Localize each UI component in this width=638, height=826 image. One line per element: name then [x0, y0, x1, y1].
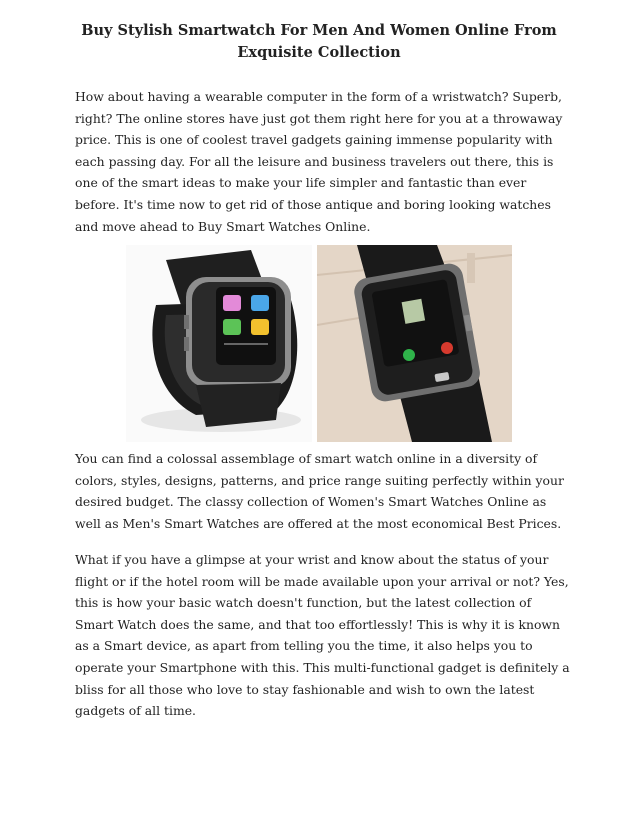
paragraph-collection: You can find a colossal assemblage of smart watch online in a diversity of colors, styles, designs, patterns, and price range suiting perfectly within your desired budget. The classy collection of Women's Smart Watches Online as well as Men's Smart Watches are offered at the most economical Best Prices. [75, 451, 564, 531]
smartwatch-photo-right [317, 245, 512, 442]
product-images [126, 245, 512, 442]
paragraph-features: What if you have a glimpse at your wrist and know about the status of your flight or if the hotel room will be made available upon your arrival or not? Yes, this is how your basic watch doesn't function, but the latest collection of Smart Watch does the same, and that too effortlessly! This is why it is known as a Smart device, as apart from telling you the time, it also helps you to operate your Smartphone with this. This multi-functional gadget is definitely a bliss for all those who love to stay fashionable and wish to own the latest gadgets of all time. [75, 552, 570, 719]
paragraph-intro: How about having a wearable computer in the form of a wristwatch? Superb, right? The online stores have just got them right here for you at a throwaway price. This is one of coolest travel gadgets gaining immense popularity with each passing day. For all the leisure and business travelers out there, this is one of the smart ideas to make your life simpler and fantastic than ever before. It's time now to get rid of those antique and boring looking watches and move ahead to Buy Smart Watches Online. [75, 89, 563, 234]
document-title: Buy Stylish Smartwatch For Men And Women Online From Exquisite Collection [81, 22, 557, 61]
smartwatch-photo-left [126, 245, 312, 442]
